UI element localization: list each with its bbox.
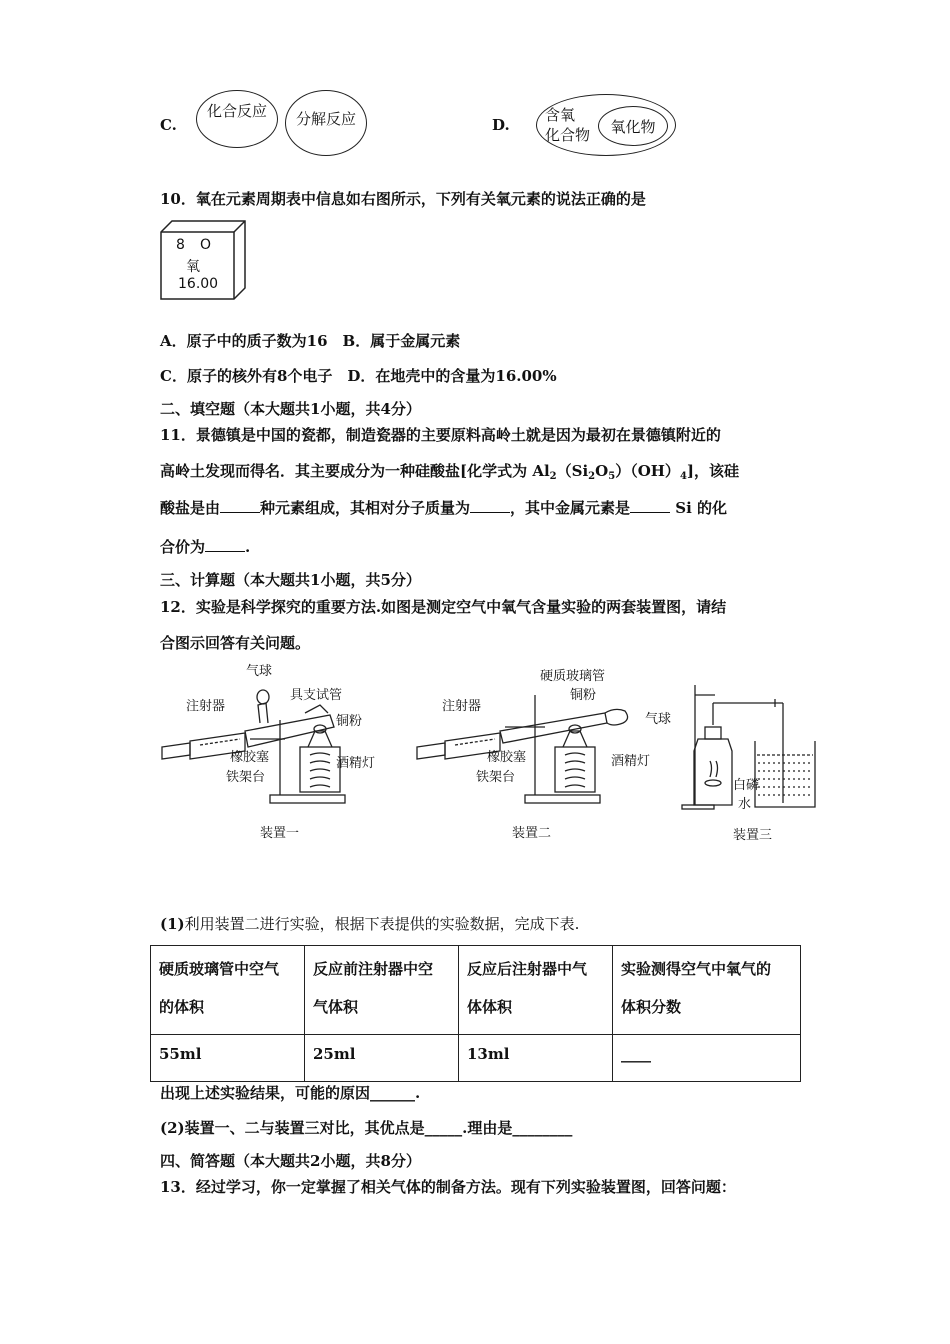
element-symbol: O	[200, 237, 212, 253]
app1-balloon-label: 气球	[246, 664, 273, 679]
blank-element-count[interactable]	[220, 498, 260, 513]
q11-line3	[160, 497, 727, 518]
table-cell: 13ml	[459, 1035, 613, 1082]
section-4-heading: 四、简答题（本大题共2小题，共8分）	[160, 1152, 421, 1170]
app2-balloon-label: 气球	[645, 712, 672, 727]
q11-subscript: 2	[588, 471, 596, 482]
q11-subscript: 2	[549, 471, 557, 482]
app1-lamp-label: 酒精灯	[336, 756, 376, 771]
ellipse-decomposition-reaction	[285, 90, 367, 156]
app3-caption: 装置三	[733, 828, 773, 843]
q11-line1: 11．景德镇是中国的瓷都，制造瓷器的主要原料高岭土就是因为最初在景德镇附近的	[160, 426, 721, 444]
app2-syringe-label: 注射器	[442, 699, 482, 714]
q11-line2-text-c: O	[595, 462, 609, 480]
q11-subscript: 4	[679, 471, 687, 482]
element-name: 氧	[186, 259, 200, 275]
table-header-cell	[305, 946, 459, 1035]
part1-prompt	[160, 913, 579, 934]
oxygen-compound-line2: 化合物	[545, 126, 591, 144]
oxide-label: 氧化物	[610, 117, 656, 136]
q10-stem: 10．氧在元素周期表中信息如右图所示，下列有关氧元素的说法正确的是	[160, 190, 646, 208]
app3-water-label: 水	[738, 797, 752, 812]
app1-syringe-label: 注射器	[186, 699, 226, 714]
table-cell: 55ml	[151, 1035, 305, 1082]
q11-line2-text-a: 高岭土发现而得名．其主要成分为一种硅酸盐[化学式为 Al	[160, 462, 550, 480]
q11-line2-text-b: （Si	[556, 462, 589, 480]
data-table	[150, 945, 801, 1082]
app1-stand-label: 铁架台	[226, 770, 266, 785]
table-header-cell	[613, 946, 801, 1035]
app1-tube-label: 具支试管	[290, 688, 343, 703]
table-header-row	[151, 946, 801, 1035]
part1-prompt-text: 利用装置二进行实验，根据下表提供的实验数据，完成下表.	[184, 915, 580, 933]
option-d-letter: D.	[492, 116, 510, 134]
q11-line2-text-d: ）（OH）	[615, 462, 680, 480]
part1-number: (1)	[160, 915, 185, 933]
blank-metal-element[interactable]	[630, 498, 670, 513]
app2-stopper-label: 橡胶塞	[487, 750, 527, 765]
header-line: 体体积	[467, 998, 513, 1016]
app2-lamp-label: 酒精灯	[611, 754, 651, 769]
part1-reason: 出现上述实验结果，可能的原因______.	[160, 1084, 421, 1102]
section-2-heading: 二、填空题（本大题共1小题，共4分）	[160, 400, 421, 418]
oxygen-compound-line1: 含氧	[545, 106, 576, 124]
ellipse-combination-reaction	[196, 90, 278, 148]
table-cell: 25ml	[305, 1035, 459, 1082]
q11-line4-text-a: 合价为	[160, 538, 206, 556]
app1-caption: 装置一	[260, 826, 300, 841]
blank-molecular-mass[interactable]	[470, 498, 510, 513]
q11-subscript: 5	[608, 471, 616, 482]
q11-line4-text-b: .	[245, 538, 251, 556]
q11-line3-text-a: 酸盐是由	[160, 499, 221, 517]
table-header-cell	[151, 946, 305, 1035]
app2-stand-label: 铁架台	[476, 770, 516, 785]
app1-copper-label: 铜粉	[336, 714, 363, 729]
q11-line2	[160, 460, 739, 482]
table-row	[151, 1035, 801, 1082]
app2-copper-label: 铜粉	[570, 688, 597, 703]
ellipse-oxide	[598, 106, 668, 146]
q11-line3-text-b: 种元素组成，其相对分子质量为	[260, 499, 471, 517]
q12-line2: 合图示回答有关问题。	[160, 634, 311, 652]
q11-line3-text-c: ，其中金属元素是	[510, 499, 631, 517]
q12-line1: 12．实验是科学探究的重要方法.如图是测定空气中氧气含量实验的两套装置图，请结	[160, 598, 727, 616]
q10-options-cd: C．原子的核外有8个电子 D．在地壳中的含量为16.00%	[160, 367, 557, 385]
element-atomic-number: 8	[176, 237, 185, 253]
decomposition-reaction-label: 分解反应	[295, 109, 356, 128]
table-cell-answer-blank[interactable]: ____	[613, 1035, 801, 1082]
section-3-heading: 三、计算题（本大题共1小题，共5分）	[160, 571, 421, 589]
header-line: 气体积	[313, 998, 359, 1016]
q10-options-ab: A．原子中的质子数为16 B．属于金属元素	[160, 332, 461, 350]
element-atomic-mass: 16.00	[178, 276, 219, 292]
combination-reaction-label: 化合反应	[206, 101, 267, 120]
q13-stem: 13．经过学习，你一定掌握了相关气体的制备方法。现有下列实验装置图，回答问题：	[160, 1178, 736, 1196]
app2-tube-label: 硬质玻璃管	[540, 669, 606, 684]
header-line: 反应前注射器中空	[313, 960, 434, 978]
q11-line4	[160, 536, 250, 557]
option-c-letter: C.	[160, 116, 177, 134]
q11-line2-text-e: ]，该硅	[686, 462, 740, 480]
app2-caption: 装置二	[512, 826, 552, 841]
header-line: 体积分数	[621, 998, 682, 1016]
app1-stopper-label: 橡胶塞	[230, 750, 270, 765]
q11-line3-text-d: Si 的化	[670, 499, 728, 517]
app3-phosphorus-label: 白磷	[733, 778, 760, 793]
part2-question: (2)装置一、二与装置三对比，其优点是_____.理由是________	[160, 1119, 573, 1137]
header-line: 的体积	[159, 998, 205, 1016]
header-line: 实验测得空气中氧气的	[621, 960, 772, 978]
blank-valence[interactable]	[205, 537, 245, 552]
table-header-cell	[459, 946, 613, 1035]
header-line: 反应后注射器中气	[467, 960, 588, 978]
header-line: 硬质玻璃管中空气	[159, 960, 280, 978]
